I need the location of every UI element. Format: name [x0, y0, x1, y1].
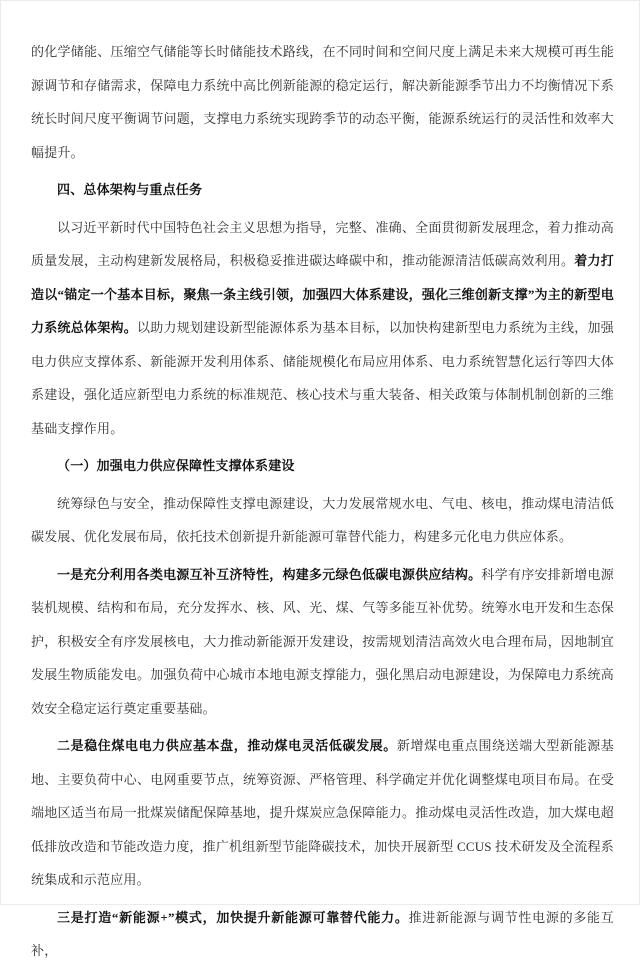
bold-text-segment: 二是稳住煤电电力供应基本盘，推动煤电灵活低碳发展。: [57, 738, 397, 753]
text-segment: 推进新能源与调节性电源的多能互补，: [31, 909, 614, 958]
section-heading: [31, 449, 614, 483]
text-segment: 科学有序安排新增电源装机规模、结构和布局，充分发挥水、核、风、光、煤、气等多能互补优势。统筹水电开发和生态保护，积极安全有序发展核电，大力推动新能源开发建设，按需规划清洁高效火电合理布局，因地制宜发展生物质能发电。加强负荷中心城市本地电源支撑能力，强化黑启动电源建设，为保障电力系统高效安全稳定运行奠定重要基础。: [31, 566, 614, 716]
text-segment: 以助力规划建设新型能源体系为基本目标，以加快构建新型电力系统为主线，加强电力供应支撑体系、新能源开发利用体系、储能规模化布局应用体系、电力系统智慧化运行等四大体系建设，强化适应新型电力系统的标准规范、核心技术与重大装备、相关政策与体制机制创新的三维基础支撑作用。: [31, 320, 614, 436]
body-paragraph: [31, 35, 614, 169]
bold-text-segment: 四、总体架构与重点任务: [57, 182, 203, 197]
body-paragraph: [31, 729, 614, 897]
text-segment: 统筹绿色与安全，推动保障性支撑电源建设，大力发展常规水电、气电、核电，推动煤电清洁低碳发展、优化发展布局，依托技术创新提升新能源可靠替代能力，构建多元化电力供应体系。: [31, 495, 614, 544]
document-body: [1, 1, 639, 968]
bold-text-segment: 一是充分利用各类电源互补互济特性，构建多元绿色低碳电源供应结构。: [57, 566, 482, 582]
text-segment: 新增煤电重点围绕送端大型新能源基地、主要负荷中心、电网重要节点，统筹资源、严格管理、科学确定并优化调整煤电项目布局。在受端地区适当布局一批煤炭储配保障基地，提升煤炭应急保障能力。推动煤电灵活性改造，加大煤电超低排放改造和节能改造力度，推广机组新型节能降碳技术，加快开展新型 CCUS 技术研发及全流程系统集成和示范应用。: [31, 738, 614, 887]
bold-text-segment: 三是打造“新能源+”模式，加快提升新能源可靠替代能力。: [57, 909, 409, 925]
body-paragraph: [31, 558, 614, 726]
text-segment: 以习近平新时代中国特色社会主义思想为指导，完整、准确、全面贯彻新发展理念，着力推动高质量发展，主动构建新发展格局，积极稳妥推进碳达峰碳中和，推动能源清洁低碳高效利用。: [31, 219, 614, 268]
body-paragraph: [31, 487, 614, 554]
bold-text-segment: 着力打造以“锚定一个基本目标，聚焦一条主线引领，加强四大体系建设，强化三维创新支撑”为主的新型电力系统总体架构。: [31, 253, 614, 335]
body-paragraph: [31, 211, 614, 446]
bold-text-segment: （一）加强电力供应保障性支撑体系建设: [57, 458, 295, 473]
text-segment: 的化学储能、压缩空气储能等长时储能技术路线，在不同时间和空间尺度上满足未来大规模可再生能源调节和存储需求，保障电力系统中高比例新能源的稳定运行，解决新能源季节出力不均衡情况下系统长时间尺度平衡调节问题，支撑电力系统实现跨季节的动态平衡，能源系统运行的灵活性和效率大幅提升。: [31, 44, 614, 160]
body-paragraph: [31, 901, 614, 968]
section-heading: [31, 173, 614, 207]
